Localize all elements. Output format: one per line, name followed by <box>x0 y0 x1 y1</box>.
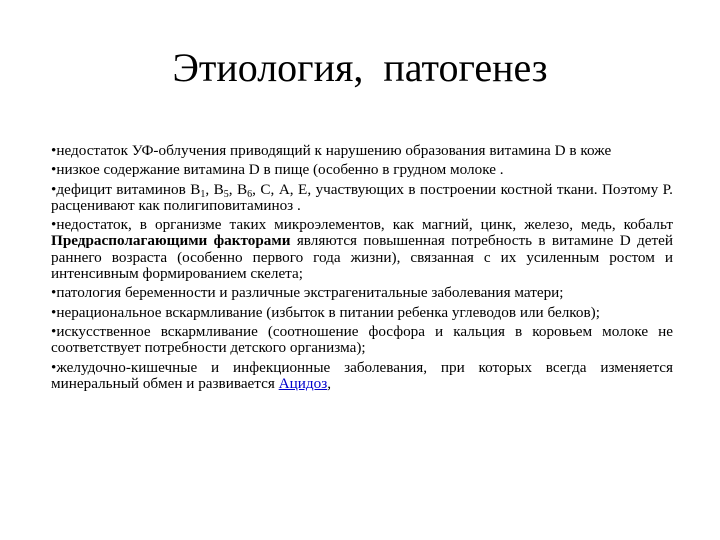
bullet-text: дефицит витаминов В <box>56 180 201 198</box>
subscript: 6 <box>247 188 253 200</box>
bullet-text: искусственное вскармливание (соотношение фосфора и кальция в коровьем молоке не соответствует потребности детского организма); <box>51 322 673 357</box>
bullet-irrational-feeding <box>51 305 673 321</box>
bullet-pregnancy-pathology <box>51 285 673 301</box>
bullet-text: желудочно-кишечные и инфекционные заболевания, при которых всегда изменяется минеральный обмен и развивается <box>51 358 673 392</box>
bold-phrase: Предрасполагающими факторами <box>51 232 291 250</box>
bullet-text: , В <box>228 180 248 198</box>
bullet-uv-deficiency <box>51 143 673 159</box>
bullet-vitamin-deficit <box>51 182 673 215</box>
bullet-marker: • <box>51 358 57 376</box>
bullet-gi-infections <box>51 360 673 393</box>
slide-title: Этиология, патогенез <box>172 45 548 90</box>
bullet-text: , <box>327 374 331 392</box>
subscript: 1 <box>200 188 206 200</box>
bullet-text: низкое содержание витамина D в пище (особенно в грудном молоке . <box>56 161 504 179</box>
bullet-text: недостаток УФ-облучения приводящий к нарушению образования витамина D в коже <box>56 142 612 159</box>
bullet-marker: • <box>51 180 57 198</box>
bullet-text: являются повышенная потребность в витамине D детей раннего возраста (особенно первого года жизни), связанная с их усиленным ростом и интенсивным формированием скелета; <box>51 232 673 283</box>
bullet-marker: • <box>51 142 57 159</box>
bullet-text: нерациональное вскармливание (избыток в питании ребенка углеводов или белков); <box>56 303 600 321</box>
bullet-marker: • <box>51 322 57 340</box>
bullet-marker: • <box>51 284 57 302</box>
bullet-low-vitamin-d-food <box>51 162 673 178</box>
bullet-marker: • <box>51 303 57 321</box>
bullet-text: , В <box>205 180 224 198</box>
bullet-text: , С, А, Е, участвующих в построении костной ткани. Поэтому Р. расценивают как полигиповитаминоз . <box>51 180 673 214</box>
bullet-text: недостаток, в организме таких микроэлементов, как магний, цинк, железо, медь, кобальт <box>56 216 673 234</box>
bullet-marker: • <box>51 161 57 179</box>
subscript: 5 <box>223 188 229 200</box>
acidosis-link[interactable]: Ацидоз <box>278 374 328 392</box>
bullet-microelements <box>51 217 673 282</box>
bullet-marker: • <box>51 216 57 234</box>
bullet-text: патология беременности и различные экстрагенитальные заболевания матери; <box>56 284 564 302</box>
slide-body <box>51 143 673 392</box>
bullet-artificial-feeding <box>51 324 673 357</box>
